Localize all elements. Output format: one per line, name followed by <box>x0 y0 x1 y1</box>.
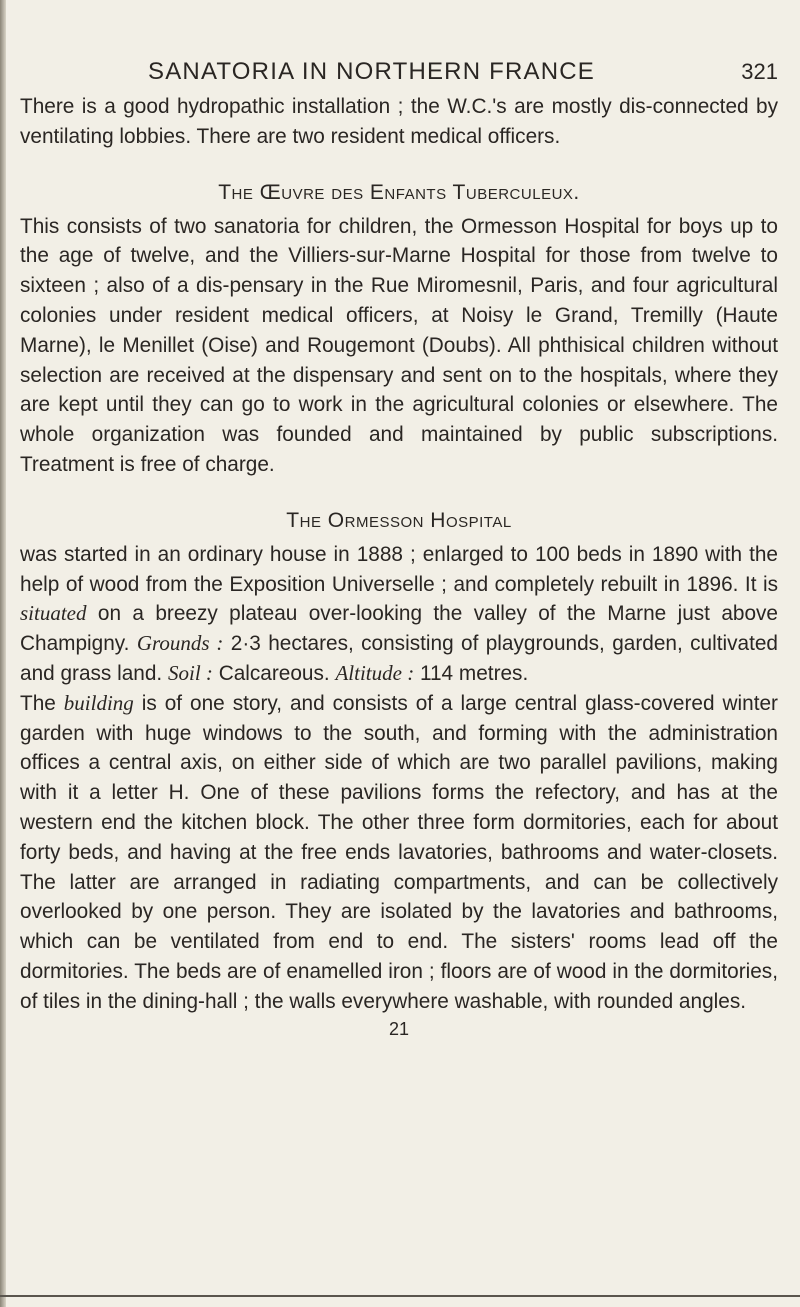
bottom-rule <box>0 1295 800 1297</box>
text-run: Calcareous. <box>212 661 336 685</box>
page-edge-shadow <box>0 0 6 1307</box>
text-run: The <box>20 691 64 715</box>
heading-oeuvre: The Œuvre des Enfants Tuberculeux. <box>218 180 580 204</box>
running-head <box>20 58 778 86</box>
text-run: on a breezy plateau over-looking the valley of the Marne just above Champigny. <box>20 602 778 656</box>
paragraph-building <box>20 689 778 1017</box>
text-run: 2·3 hectares, consisting of playgrounds, garden, cultivated and grass land. <box>20 632 778 685</box>
text-run: was started in an ordinary house in 1888 ; enlarged to 100 beds in 1890 with the help of wood from the Exposition Universelle ; and completely rebuilt in 1896. It is <box>20 542 778 596</box>
term-soil: Soil : <box>168 660 213 685</box>
text-run: 114 metres. <box>414 661 529 685</box>
term-building: building <box>63 690 134 715</box>
text-run: is of one story, and consists of a large central glass-covered winter garden with huge windows to the south, and forming with the administration offices a central axis, on either side of which are two parallel pavilions, making with it a letter H. One of these pavilions forms the refectory, and has at the western end the kitchen block. The other three form dormitories, each for about forty beds, and having at the free ends lavatories, bathrooms and water-closets. The latter are arranged in radiating compartments, and can be collectively overlooked by one person. They are isolated by the lavatories and bathrooms, which can be ventilated from end to end. The sisters' rooms lead off the dormitories. The beds are of enamelled iron ; floors are of wood in the dormitories, of tiles in the dining-hall ; the walls everywhere washable, with rounded angles. <box>20 691 778 1013</box>
running-head-title: SANATORIA IN NORTHERN FRANCE <box>148 58 595 85</box>
paragraph-oeuvre: This consists of two sanatoria for children, the Ormesson Hospital for boys up to the age of twelve, and the Villiers-sur-Marne Hospital for those from twelve to sixteen ; also of a dis-pensary in the Rue Miromesnil, Paris, and four agricultural colonies under resident medical officers, at Noisy le Grand, Tremilly (Haute Marne), le Menillet (Oise) and Rougemont (Doubs). All phthisical children without selection are received at the dispensary and sent on to the hospitals, where they are kept until they can go to work in the agricultural colonies or elsewhere. The whole organization was founded and maintained by public subscriptions. Treatment is free of charge. <box>20 214 778 476</box>
signature-mark: 21 <box>388 1018 410 1039</box>
paragraph-ormesson <box>20 540 778 689</box>
book-page <box>20 58 778 1040</box>
term-situated: situated <box>20 601 87 626</box>
term-grounds: Grounds : <box>136 631 224 656</box>
paragraph-hydropathic: There is a good hydropathic installation ; the W.C.'s are mostly dis-connected by ventilating lobbies. There are two resident medical officers. <box>20 95 778 148</box>
page-number: 321 <box>741 59 778 84</box>
term-altitude: Altitude : <box>335 660 415 685</box>
heading-ormesson: The Ormesson Hospital <box>286 508 512 532</box>
